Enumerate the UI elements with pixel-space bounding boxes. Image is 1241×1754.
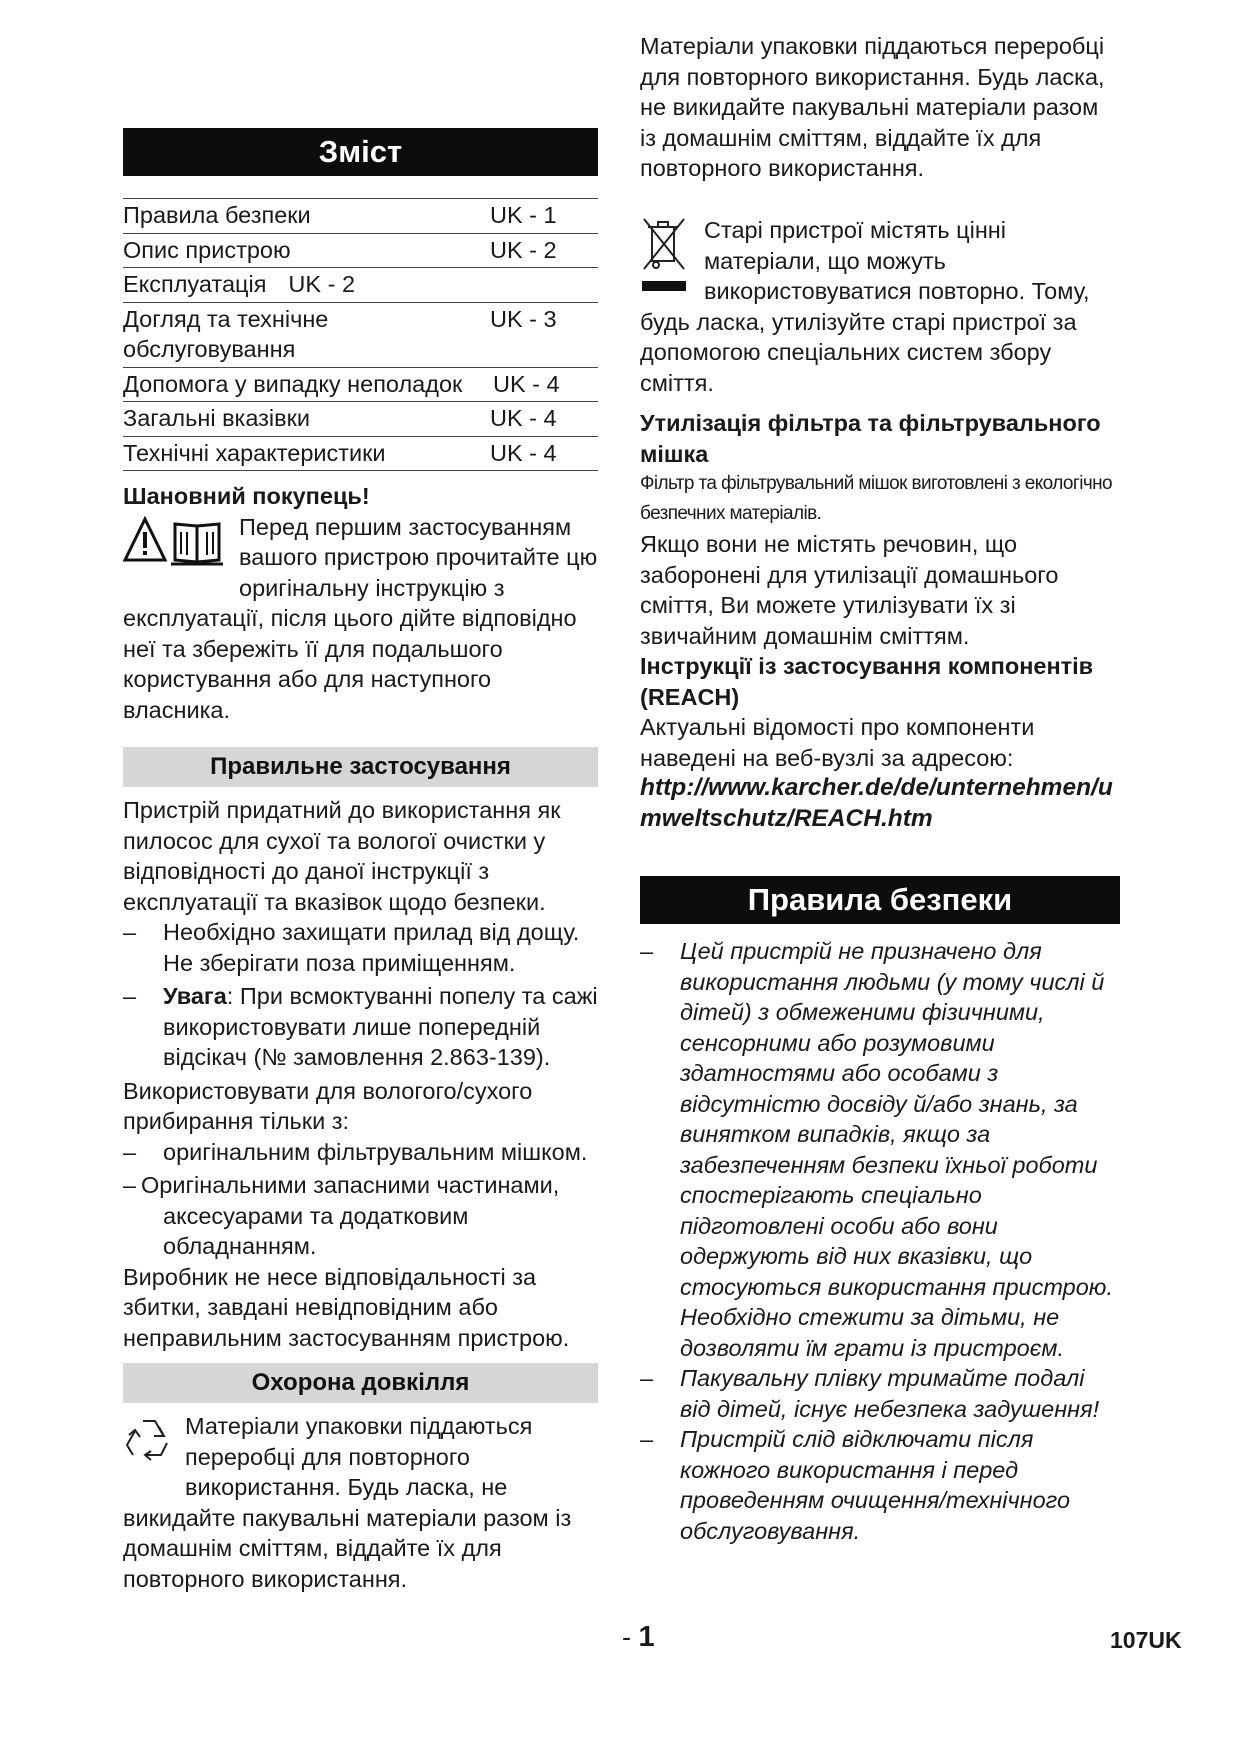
customer-heading: Шановний покупець! (123, 483, 370, 509)
page-code: 107UK (1110, 1627, 1182, 1653)
list-item-text: : При всмоктуванні попелу та сажі використовувати лише попередній відсікач (№ замовлення 2.863-139). (163, 983, 598, 1070)
left-column (123, 128, 598, 1592)
warning-manual-icon (123, 516, 229, 574)
list-item-text: Оригінальними запасними частинами, аксесуарами та додатковим обладнанням. (141, 1172, 560, 1259)
table-of-contents (123, 198, 598, 471)
toc-entry-title: Догляд та технічне обслуговування (123, 305, 329, 362)
list-item: – Необхідно захищати прилад від дощу. Не зберігати поза приміщенням. (123, 919, 580, 976)
list-item: – Пристрій слід відключати після кожного використання і перед проведенням очищення/технічного обслуговування. (640, 1426, 1071, 1544)
list-item: – Пакувальну плівку тримайте подалі від дітей, існує небезпека задушення! (640, 1365, 1100, 1422)
safety-list (640, 936, 1120, 1546)
packaging-continued (640, 33, 1120, 211)
filter-note: Фільтр та фільтрувальний мішок виготовлені з екологічно безпечних матеріалів. (640, 473, 1113, 524)
list-item: – Цей пристрій не призначено для використання людьми (у тому числі й дітей) з обмеженими фізичними, сенсорними або розумовими здатностями або особами з відсутністю досвіду й/або знань, за винятком випадків, якщо за забезпеченням безпеки їхньої роботи спостерігають спеціально підготовлені особи або вони одержують від них вказівки, що стосуються використання пристрою. Необхідно стежити за дітьми, не дозволяти їм грати із пристроєм. (640, 938, 1113, 1361)
proper-use-title: Правильне застосування (123, 747, 598, 787)
use-intro: Використовувати для вологого/сухого прибирання тільки з: (123, 1077, 533, 1134)
toc-entry-title: Допомога у випадку неполадок (123, 370, 463, 397)
toc-entry-title: Загальні вказівки (123, 405, 311, 431)
toc-entry-title: Експлуатація (123, 271, 267, 297)
list-item: – Оригінальними запасними частинами, аксесуарами та додатковим обладнанням. (123, 1172, 560, 1259)
reach-text: Актуальні відомості про компоненти наведені на веб-вузлі за адресою: (640, 714, 1035, 771)
page-number (622, 1622, 655, 1653)
toc-entry[interactable] (123, 437, 598, 472)
toc-entry[interactable] (123, 402, 598, 437)
list-item-text: Пристрій слід відключати після кожного використання і перед проведенням очищення/технічного обслуговування. (680, 1426, 1071, 1544)
list-item: – Увага: При всмоктуванні попелу та сажі використовувати лише попередній відсікач (№ замовлення 2.863-139). (123, 983, 598, 1070)
warning-label: Увага (163, 983, 227, 1009)
safety-title: Правила безпеки (640, 876, 1120, 924)
list-item-text: Необхідно захищати прилад від дощу. Не зберігати поза приміщенням. (163, 919, 580, 976)
page-number-value: 1 (638, 1621, 655, 1653)
filter-text: Якщо вони не містять речовин, що заборонені для утилізації домашнього сміття, Ви можете утилізувати їх зі звичайним домашнім сміттям. (640, 531, 1059, 649)
toc-entry[interactable] (123, 268, 598, 303)
toc-entry[interactable] (123, 199, 598, 234)
environment-title: Охорона довкілля (123, 1363, 598, 1403)
packaging-text: Матеріали упаковки піддаються переробці для повторного використання. Будь ласка, не викидайте пакувальні матеріали разом із домашнім сміттям, віддайте їх для повторного використання. (123, 1413, 572, 1592)
toc-entry-title: Опис пристрою (123, 236, 291, 263)
toc-entry[interactable] (123, 368, 598, 403)
toc-entry-title: Технічні характеристики (123, 439, 386, 466)
toc-title: Зміст (123, 128, 598, 176)
proper-use-intro: Пристрій придатний до використання як пилосос для сухої та вологої очистки у відповідності до даної інструкції з експлуатації та вказівок щодо безпеки. (123, 797, 561, 915)
packaging-notice (123, 1411, 598, 1592)
toc-entry[interactable] (123, 303, 598, 368)
liability-text: Виробник не несе відповідальності за збитки, завдані невідповідним або неправильним застосуванням пристрою. (123, 1263, 570, 1351)
page-number-prefix: - (622, 1622, 631, 1652)
toc-entry-page: UK - 4 (493, 370, 560, 397)
packaging-text-continued: Матеріали упаковки піддаються переробці для повторного використання. Будь ласка, не викидайте пакувальні матеріали разом із домашнім сміттям, віддайте їх для повторного використання. (640, 33, 1105, 181)
reach-heading: Інструкції із застосування компонентів (REACH) (640, 653, 1094, 710)
filter-heading: Утилізація фільтра та фільтрувального мішка (640, 410, 1101, 467)
toc-entry-title: Правила безпеки (123, 202, 311, 228)
old-devices-text: Старі пристрої містять цінні матеріали, що можуть використовуватися повторно. Тому, будь ласка, утилізуйте старі пристрої за допомогою спеціальних систем збору сміття. (640, 217, 1090, 396)
toc-entry-page: UK - 1 (490, 202, 557, 228)
customer-notice (123, 512, 598, 726)
old-devices-notice (640, 215, 1120, 398)
toc-entry-page: UK - 4 (490, 439, 557, 466)
toc-entry-page: UK - 2 (490, 236, 557, 263)
toc-entry-page: UK - 4 (490, 405, 557, 431)
recycle-icon (123, 1415, 175, 1473)
crossed-bin-icon (640, 215, 690, 307)
right-column (640, 33, 1120, 1546)
toc-entry-page: UK - 2 (288, 271, 356, 297)
customer-text: Перед першим застосуванням вашого пристрою прочитайте цю оригінальну інструкцію з експлуатації, після цього дійте відповідно неї та збережіть її для подальшого користування або для наступного власника. (123, 513, 598, 723)
list-item-text: Цей пристрій не призначено для використання людьми (у тому числі й дітей) з обмеженими фізичними, сенсорними або розумовими здатностями або особами з відсутністю досвіду й/або знань, за винятком випадків, якщо за забезпеченням безпеки їхньої роботи спостерігають спеціально підготовлені особи або вони одержують від них вказівки, що стосуються використання пристрою. Необхідно стежити за дітьми, не дозволяти їм грати із пристроєм. (680, 938, 1113, 1361)
list-item: – оригінальним фільтрувальним мішком. (123, 1138, 588, 1165)
list-item-text: оригінальним фільтрувальним мішком. (163, 1138, 588, 1165)
list-item-text: Пакувальну плівку тримайте подалі від дітей, існує небезпека задушення! (680, 1365, 1100, 1422)
toc-entry-page: UK - 3 (490, 305, 557, 332)
toc-entry[interactable] (123, 234, 598, 269)
reach-link[interactable]: http://www.karcher.de/de/unternehmen/umweltschutz/REACH.htm (640, 774, 1113, 832)
